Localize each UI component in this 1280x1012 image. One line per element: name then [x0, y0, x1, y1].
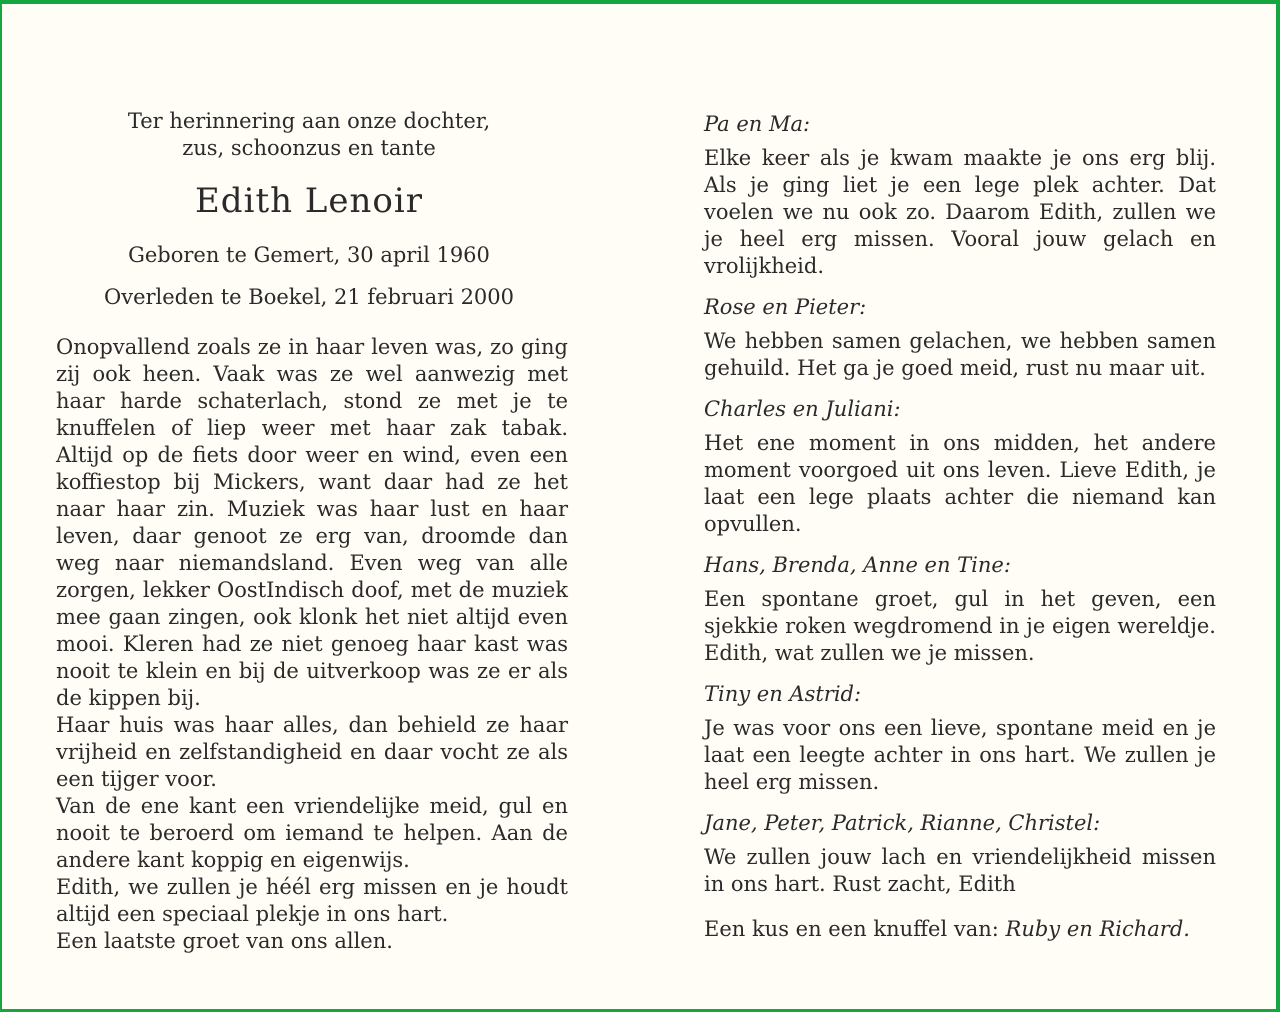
message-text: We zullen jouw lach en vriendelijkheid missen in ons hart. Rust zacht, Edith	[704, 845, 1216, 896]
message-text: Je was voor ons een lieve, spontane meid en je laat een leegte achter in ons hart. We zullen je heel erg missen.	[704, 716, 1216, 794]
message-sender: Pa en Ma:	[704, 112, 811, 136]
message-sender: Charles en Juliani:	[704, 397, 901, 421]
birth-line: Geboren te Gemert, 30 april 1960	[128, 243, 490, 267]
story-paragraph: Onopvallend zoals ze in haar leven was, zo ging zij ook heen. Vaak was ze wel aanwezig met haar harde schaterlach, stond ze met je te knuffelen of liep weer met haar zak tabak. Altijd op de fiets door weer en wind, even een koffiestop bij Mickers, want daar had ze het naar haar zin. Muziek was haar lust en haar leven, daar genoot ze erg van, droomde dan weg naar niemandsland. Even weg van alle zorgen, lekker OostIndisch doof, met de muziek mee gaan zingen, ook klonk het niet altijd even mooi. Kleren had ze niet genoeg haar kast was nooit te klein en bij de uitverkoop was ze er als de kippen bij.	[56, 335, 568, 710]
closing-text: Een kus en een knuffel van:	[704, 917, 999, 941]
message-text: We hebben samen gelachen, we hebben samen gehuild. Het ga je goed meid, rust nu maar uit.	[704, 329, 1216, 380]
card-border-left	[0, 0, 2, 1012]
intro-line-1: Ter herinnering aan onze dochter,	[127, 109, 491, 133]
message-sender: Hans, Brenda, Anne en Tine:	[704, 553, 1011, 577]
messages-right-column	[704, 111, 1216, 943]
memorial-left-column	[56, 108, 568, 955]
message-text: Het ene moment in ons midden, het andere moment voorgoed uit ons leven. Lieve Edith, je laat een lege plaats achter die niemand kan opvullen.	[704, 431, 1216, 536]
message-block	[704, 552, 1216, 667]
card-border-right	[1276, 0, 1280, 1012]
memorial-story	[56, 334, 568, 955]
message-block	[704, 681, 1216, 796]
card-border-top	[0, 0, 1280, 4]
story-paragraph: Een laatste groet van ons allen.	[56, 929, 393, 953]
closing-signature: Ruby en Richard.	[1005, 917, 1190, 941]
intro-line-2: zus, schoonzus en tante	[182, 136, 436, 160]
story-paragraph: Haar huis was haar alles, dan behield ze haar vrijheid en zelfstandigheid en daar vocht ze als een tijger voor.	[56, 713, 568, 791]
story-paragraph: Van de ene kant een vriendelijke meid, gul en nooit te beroerd om iemand te helpen. Aan de andere kant koppig en eigenwijs.	[56, 794, 568, 872]
message-block	[704, 111, 1216, 280]
message-sender: Jane, Peter, Patrick, Rianne, Christel:	[704, 811, 1101, 835]
message-block	[704, 294, 1216, 382]
memorial-intro	[50, 108, 568, 162]
closing-line	[704, 916, 1216, 943]
death-line: Overleden te Boekel, 21 februari 2000	[103, 285, 515, 309]
message-text: Een spontane groet, gul in het geven, een sjekkie roken wegdromend in je eigen wereldje. Edith, wat zullen we je missen.	[704, 587, 1216, 665]
deceased-name: Edith Lenoir	[194, 181, 424, 221]
message-sender: Rose en Pieter:	[704, 295, 867, 319]
message-block	[704, 396, 1216, 538]
message-sender: Tiny en Astrid:	[704, 682, 862, 706]
message-text: Elke keer als je kwam maakte je ons erg blij. Als je ging liet je een lege plek achter. Dat voelen we nu ook zo. Daarom Edith, zullen we je heel erg missen. Vooral jouw gelach en vrolijkheid.	[704, 146, 1216, 278]
message-block	[704, 810, 1216, 898]
story-paragraph: Edith, we zullen je héél erg missen en je houdt altijd een speciaal plekje in ons hart.	[56, 875, 568, 926]
